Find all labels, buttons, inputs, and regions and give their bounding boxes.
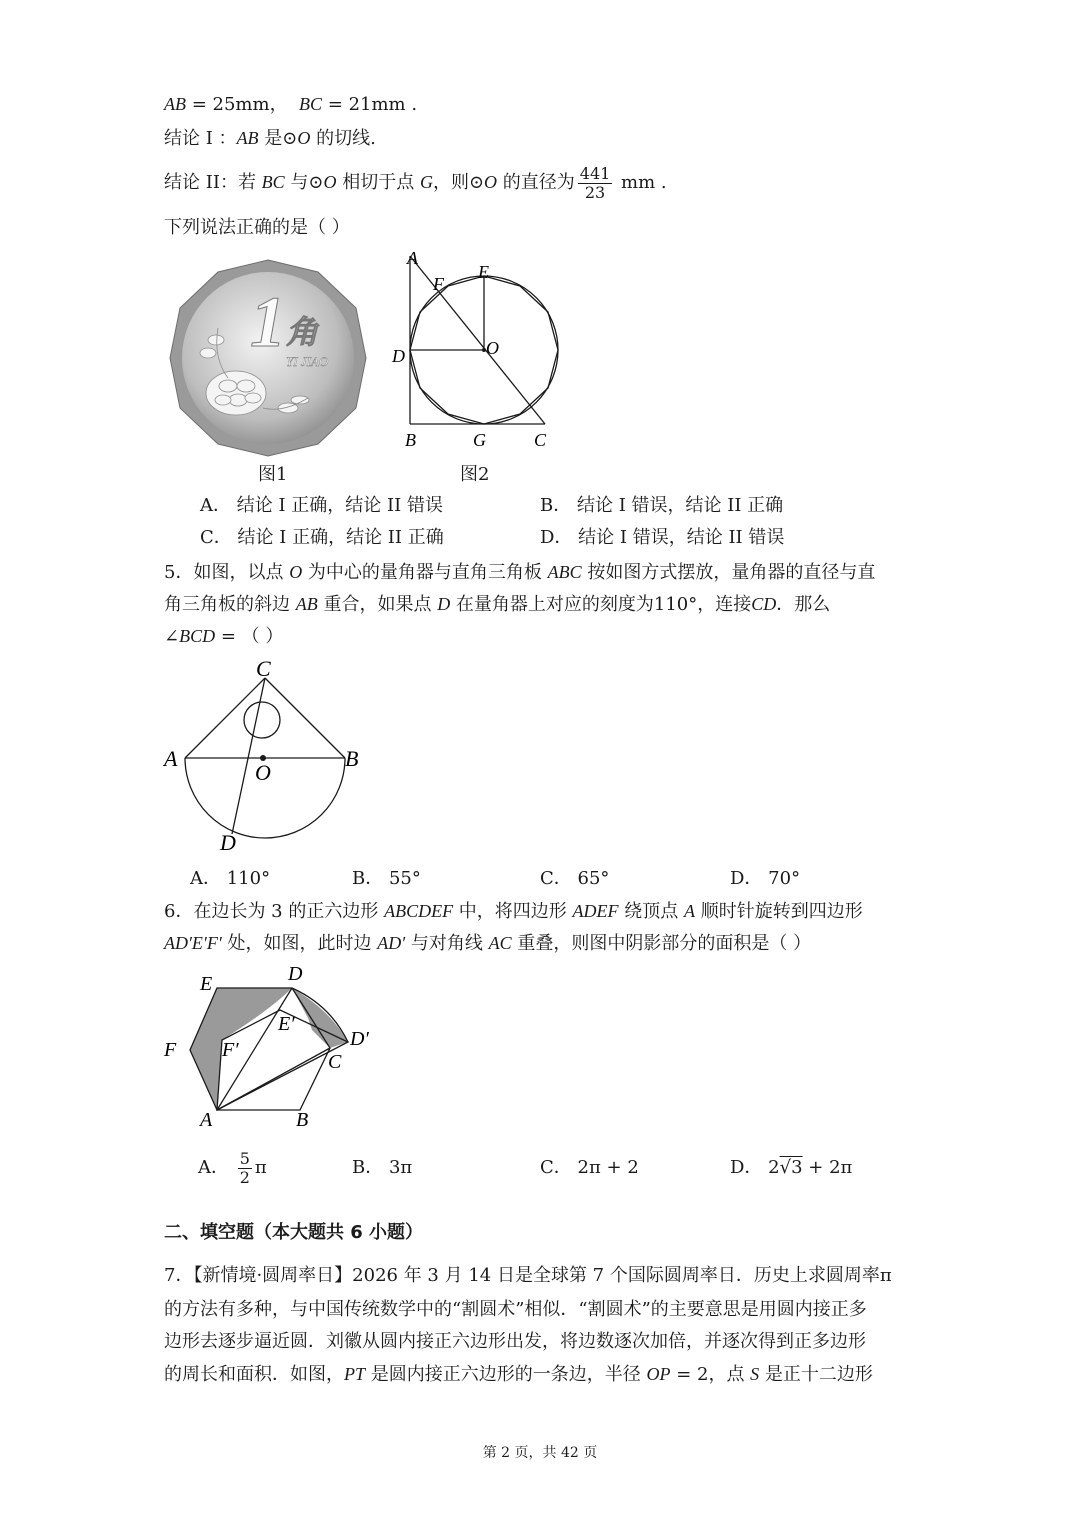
q4-given-line <box>164 90 417 119</box>
math-abc: ABC <box>547 562 582 582</box>
math-op: OP <box>646 1364 671 1384</box>
text: 6．在边长为 3 的正六边形 <box>164 901 385 922</box>
q7-line-3: 边形去逐步逼近圆．刘徽从圆内接正六边形出发，将边数逐次加倍，并逐次得到正多边形 <box>164 1331 866 1352</box>
option-text: 65° <box>577 868 610 889</box>
math-o: O <box>484 172 498 192</box>
option-text: 结论 I 错误，结论 II 错误 <box>578 527 785 548</box>
math-d: D <box>437 594 451 614</box>
option-key: B． <box>540 495 572 516</box>
text: 为中心的量角器与直角三角板 <box>302 562 548 583</box>
fig1-caption: 图1 <box>258 464 288 485</box>
math-bcd: BCD <box>179 626 216 646</box>
option-key: C． <box>540 868 572 889</box>
text: 绕顶点 <box>618 901 684 922</box>
math-abcdef: ABCDEF <box>384 901 454 921</box>
label-o: O <box>486 338 499 358</box>
label-dp: D′ <box>350 1028 369 1050</box>
label-b: B <box>345 746 359 771</box>
label-b: B <box>296 1109 309 1131</box>
math-ab: AB <box>236 128 259 148</box>
text: 是圆内接正六边形的一条边，半径 <box>365 1364 647 1385</box>
q6-option-a[interactable] <box>198 1148 267 1188</box>
text: 角三角板的斜边 <box>164 594 296 615</box>
q6-option-b[interactable] <box>352 1154 412 1182</box>
fraction-numerator: 5 <box>239 1148 250 1168</box>
q7-line-1: 7．【新情境·圆周率日】2026 年 3 月 14 日是全球第 7 个国际圆周率日．历史上求圆周率π <box>164 1265 892 1286</box>
label-a: A <box>407 248 418 268</box>
option-key: A． <box>190 868 221 889</box>
option-key: C． <box>200 527 232 548</box>
math-s: S <box>750 1364 760 1384</box>
q5-line-3 <box>164 622 283 651</box>
q4-conclusion-2 <box>164 162 667 203</box>
label-e: E <box>478 262 489 282</box>
figure-q6 <box>160 960 380 1132</box>
text: = 2，点 <box>670 1364 751 1385</box>
text: 处，如图，此时边 <box>221 933 378 954</box>
q7-line-4 <box>164 1360 873 1389</box>
coin-character: 角 <box>286 314 319 350</box>
label-f: F <box>433 274 444 294</box>
coin-numeral: 1 <box>250 282 286 362</box>
text: 是正十二边形 <box>759 1364 873 1385</box>
label-c: C <box>256 656 271 681</box>
label-c: C <box>534 430 547 450</box>
label-d: D <box>392 346 405 366</box>
option-text: 结论 I 正确，结论 II 错误 <box>236 495 443 516</box>
q4-option-a[interactable] <box>200 492 443 520</box>
option-text: + 2π <box>802 1157 853 1178</box>
fig2-caption: 图2 <box>460 464 490 485</box>
option-key: A． <box>200 495 231 516</box>
math-o: O <box>289 562 303 582</box>
text: 在量角器上对应的刻度为110°，连接 <box>450 594 752 615</box>
math-ab: AB <box>295 594 318 614</box>
option-key: A． <box>198 1157 229 1178</box>
bc-value: = 21mm . <box>322 94 418 115</box>
label-g: G <box>473 430 486 450</box>
option-key: D． <box>540 527 573 548</box>
q4-option-b[interactable] <box>540 492 783 520</box>
label-e: E <box>200 973 213 995</box>
math-ab: AB <box>164 94 186 114</box>
text: 中，将四边形 <box>453 901 573 922</box>
segment-ac <box>185 678 265 758</box>
label-c: C <box>328 1051 342 1073</box>
text: 的直径为 <box>497 172 575 193</box>
text: 重合，如果点 <box>317 594 438 615</box>
text: = （ ） <box>215 626 284 647</box>
section-2-title: 二、填空题（本大题共 6 小题） <box>164 1222 424 1243</box>
option-text: 3π <box>388 1157 413 1178</box>
text: 的切线. <box>310 128 376 149</box>
conclusion2-label: 结论 II：若 <box>164 172 262 193</box>
text: 顺时针旋转到四边形 <box>694 901 863 922</box>
text: 相切于点 <box>336 172 420 193</box>
ab-value: = 25mm， <box>186 94 288 115</box>
option-text: 2π + 2 <box>577 1157 639 1178</box>
math-adp: AD′ <box>377 933 406 953</box>
q6-line-1 <box>164 897 863 926</box>
text: 按如图方式摆放，量角器的直径与直 <box>581 562 876 583</box>
q5-line-2 <box>164 590 830 619</box>
label-d: D <box>288 963 303 985</box>
text: 5．如图，以点 <box>164 562 290 583</box>
fraction-denominator: 2 <box>239 1167 250 1187</box>
segment-cd <box>232 678 265 834</box>
shaded-region-right <box>292 988 348 1048</box>
option-text: 结论 I 正确，结论 II 正确 <box>237 527 444 548</box>
text: 与⊙ <box>284 172 324 193</box>
q6-option-c[interactable] <box>540 1154 639 1182</box>
math-bc: BC <box>261 172 285 192</box>
unit: mm . <box>615 172 667 193</box>
q7-line-2: 的方法有多种，与中国传统数学中的“割圆术”相似．“割圆术”的主要意思是用圆内接正多 <box>164 1299 867 1320</box>
math-a: A <box>683 901 695 921</box>
coin-figure <box>168 258 368 458</box>
label-fp: F′ <box>222 1039 239 1061</box>
math-o: O <box>297 128 311 148</box>
conclusion1-label: 结论 I ： <box>164 128 237 149</box>
option-text: 结论 I 错误，结论 II 正确 <box>576 495 784 516</box>
label-a: A <box>200 1109 213 1131</box>
fraction-denominator: 23 <box>584 182 606 202</box>
text: ．那么 <box>776 594 831 615</box>
q6-option-d[interactable] <box>730 1154 852 1182</box>
q4-question: 下列说法正确的是（ ） <box>164 217 350 238</box>
option-key: D． <box>730 868 763 889</box>
q5-option-d[interactable] <box>730 865 800 893</box>
label-b: B <box>405 430 416 450</box>
option-key: B． <box>352 1157 384 1178</box>
option-text: 110° <box>226 868 271 889</box>
math-ac: AC <box>488 933 512 953</box>
text: 重叠，则图中阴影部分的面积是（ ） <box>511 933 812 954</box>
option-text: 2 <box>768 1157 780 1178</box>
math-bc: BC <box>299 94 323 114</box>
label-o: O <box>255 760 271 785</box>
option-key: D． <box>730 1157 763 1178</box>
q5-option-c[interactable] <box>540 865 609 893</box>
triangle-hole <box>244 702 280 738</box>
text: 的周长和面积．如图， <box>164 1364 344 1385</box>
math-o: O <box>323 172 337 192</box>
text: 是⊙ <box>258 128 298 149</box>
option-key: B． <box>352 868 384 889</box>
q6-line-2 <box>164 929 811 958</box>
q5-option-a[interactable] <box>190 865 270 893</box>
text: ，则⊙ <box>432 172 485 193</box>
figure-q5 <box>160 652 370 856</box>
shaded-region-left <box>190 988 292 1110</box>
option-text: 55° <box>388 868 421 889</box>
fraction-numerator: 441 <box>579 163 611 183</box>
math-adefp: AD′E′F′ <box>164 933 222 953</box>
text: ∠ <box>164 626 180 647</box>
segment-bc <box>265 678 345 758</box>
q4-option-d[interactable] <box>540 524 784 552</box>
q5-line-1 <box>164 558 875 587</box>
sqrt-3: √3 <box>779 1157 803 1178</box>
label-f: F <box>164 1039 177 1061</box>
q4-option-c[interactable] <box>200 524 444 552</box>
option-text: 70° <box>768 868 801 889</box>
coin-pinyin: YI JIAO <box>286 354 329 369</box>
label-ep: E′ <box>278 1013 295 1035</box>
math-g: G <box>419 172 433 192</box>
fraction <box>238 1150 252 1187</box>
figure-2 <box>380 246 580 456</box>
label-a: A <box>164 746 178 771</box>
q5-option-b[interactable] <box>352 865 421 893</box>
math-cd: CD <box>751 594 777 614</box>
text: 与对角线 <box>405 933 489 954</box>
label-d: D <box>220 830 236 855</box>
option-key: C． <box>540 1157 572 1178</box>
math-pt: PT <box>344 1364 366 1384</box>
q4-conclusion-1 <box>164 124 376 153</box>
pi: π <box>254 1157 267 1178</box>
math-adef: ADEF <box>572 901 619 921</box>
fraction-diameter <box>578 165 613 202</box>
page-footer: 第 2 页，共 42 页 <box>482 1445 598 1461</box>
